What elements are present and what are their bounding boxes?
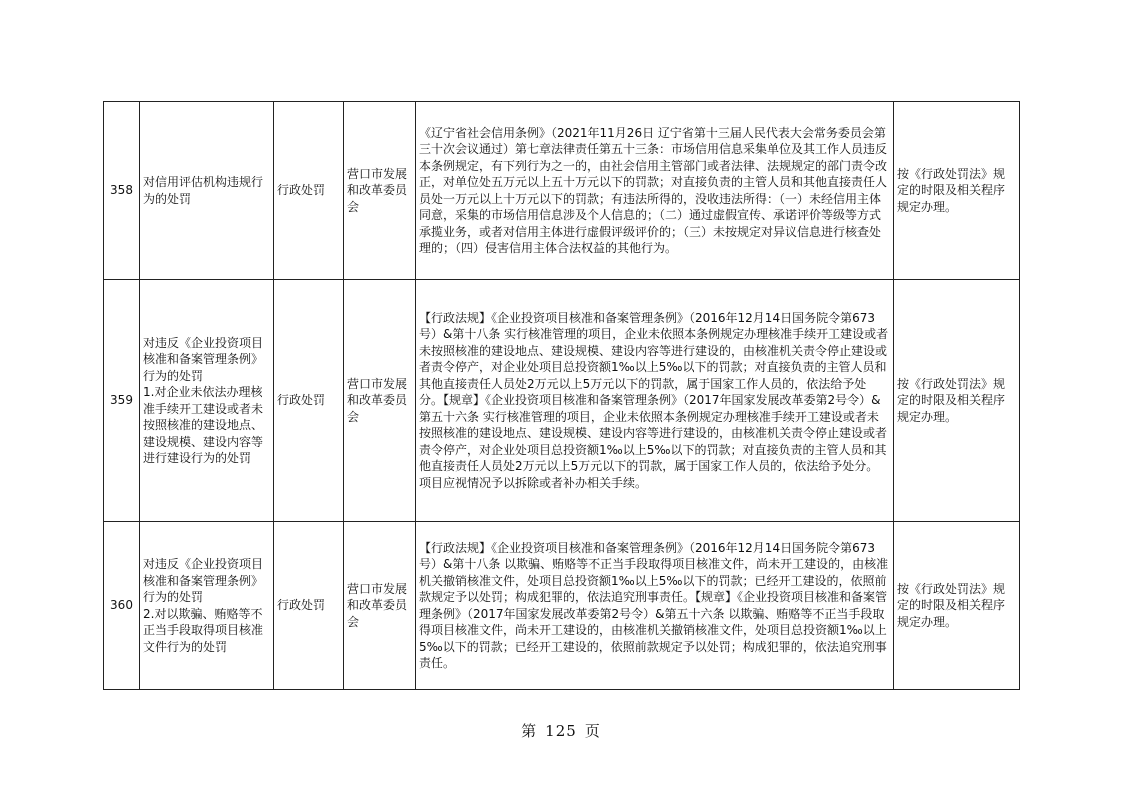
responsible-department: 营口市发展和改革委员会 [344,280,416,522]
row-number: 358 [104,102,140,280]
responsible-department: 营口市发展和改革委员会 [344,522,416,690]
page-number: 125 [545,722,577,740]
page-suffix: 页 [584,722,601,740]
item-category: 行政处罚 [274,280,344,522]
row-number: 359 [104,280,140,522]
legal-basis: 【行政法规】《企业投资项目核准和备案管理条例》（2016年12月14日国务院令第673号）&第十八条 实行核准管理的项目，企业未依照本条例规定办理核准手续开工建设或者未按照核准的建设地点、建设规模、建设内容等进行建设的，由核准机关责令停止建设或者责令停产，对企业处项目总投资额1‰以上5‰以下的罚款；对直接负责的主管人员和其他直接责任人员处2万元以上5万元以下的罚款，属于国家工作人员的，依法给予处分。【规章】《企业投资项目核准和备案管理条例》（2017年国家发展改革委第2号令）&第五十六条 实行核准管理的项目，企业未依照本条例规定办理核准手续开工建设或者未按照核准的建设地点、建设规模、建设内容等进行建设的，由核准机关责令停止建设或者责令停产，对企业处项目总投资额1‰以上5‰以下的罚款；对直接负责的主管人员和其他直接责任人员处2万元以上5万元以下的罚款，属于国家工作人员的，依法给予处分。项目应视情况予以拆除或者补办相关手续。 [416,280,894,522]
enforcement-table [103,101,1020,690]
item-category: 行政处罚 [274,522,344,690]
item-name: 对违反《企业投资项目核准和备案管理条例》行为的处罚 1.对企业未依法办理核准手续开工建设或者未按照核准的建设地点、建设规模、建设内容等进行建设行为的处罚 [140,280,274,522]
procedure-note: 按《行政处罚法》规定的时限及相关程序规定办理。 [894,280,1020,522]
legal-basis: 《辽宁省社会信用条例》（2021年11月26日 辽宁省第十三届人民代表大会常务委员会第三十次会议通过）第七章法律责任第五十三条：市场信用信息采集单位及其工作人员违反本条例规定，有下列行为之一的，由社会信用主管部门或者法律、法规规定的部门责令改正，对单位处五万元以上五十万元以下的罚款；对直接负责的主管人员和其他直接责任人员处一万元以上十万元以下的罚款；有违法所得的，没收违法所得：（一）未经信用主体同意，采集的市场信用信息涉及个人信息的；（二）通过虚假宣传、承诺评价等级等方式承揽业务，或者对信用主体进行虚假评级评价的；（三）未按规定对异议信息进行核查处理的；（四）侵害信用主体合法权益的其他行为。 [416,102,894,280]
procedure-note: 按《行政处罚法》规定的时限及相关程序规定办理。 [894,102,1020,280]
table-row [104,102,1020,280]
responsible-department: 营口市发展和改革委员会 [344,102,416,280]
item-name: 对违反《企业投资项目核准和备案管理条例》行为的处罚 2.对以欺骗、贿赂等不正当手段取得项目核准文件行为的处罚 [140,522,274,690]
item-name: 对信用评估机构违规行为的处罚 [140,102,274,280]
table-row [104,280,1020,522]
row-number: 360 [104,522,140,690]
procedure-note: 按《行政处罚法》规定的时限及相关程序规定办理。 [894,522,1020,690]
item-category: 行政处罚 [274,102,344,280]
legal-basis: 【行政法规】《企业投资项目核准和备案管理条例》（2016年12月14日国务院令第673号）&第十八条 以欺骗、贿赂等不正当手段取得项目核准文件，尚未开工建设的，由核准机关撤销核准文件，处项目总投资额1‰以上5‰以下的罚款；已经开工建设的，依照前款规定予以处罚；构成犯罪的，依法追究刑事责任。【规章】《企业投资项目核准和备案管理条例》（2017年国家发展改革委第2号令）&第五十六条 以欺骗、贿赂等不正当手段取得项目核准文件，尚未开工建设的，由核准机关撤销核准文件，处项目总投资额1‰以上5‰以下的罚款；已经开工建设的，依照前款规定予以处罚；构成犯罪的，依法追究刑事责任。 [416,522,894,690]
table-row [104,522,1020,690]
page-footer [0,720,1122,741]
page-prefix: 第 [521,722,538,740]
